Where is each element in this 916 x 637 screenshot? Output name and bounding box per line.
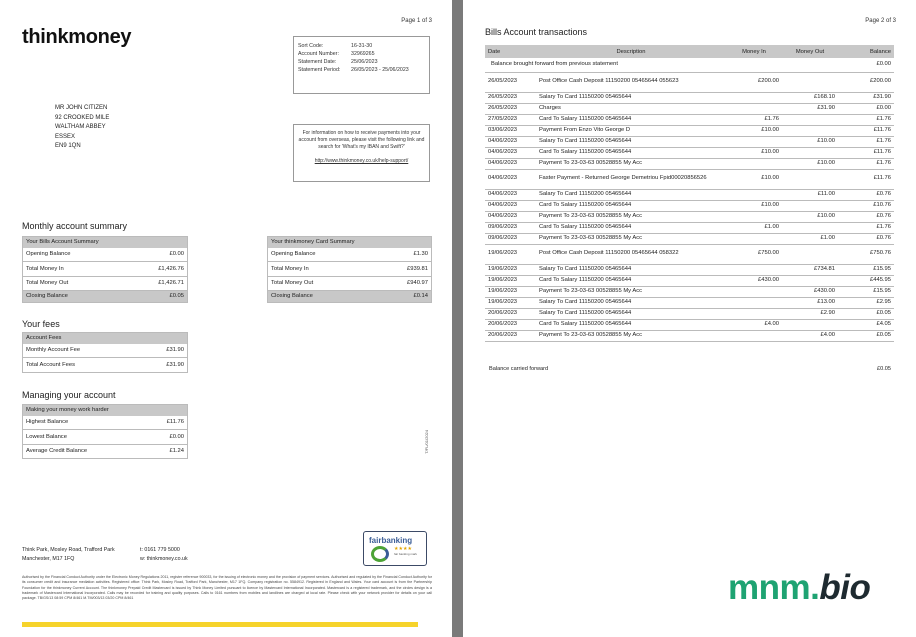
transaction-money-out: £1.00 (782, 233, 838, 244)
transaction-money-in (726, 136, 782, 147)
transaction-money-out: £31.90 (782, 103, 838, 114)
transaction-description: Salary To Card 11150200 05465644 (536, 92, 726, 103)
account-info-box (293, 36, 430, 94)
transactions-table (485, 45, 894, 342)
customer-address (55, 104, 109, 152)
transaction-row (485, 297, 894, 308)
transaction-money-in: £10.00 (726, 147, 782, 158)
account-info-value: 16-31-30 (351, 43, 373, 49)
transaction-money-out: £734.81 (782, 264, 838, 275)
table-row (23, 444, 188, 458)
transaction-date: 19/06/2023 (485, 244, 536, 264)
transaction-money-out: £430.00 (782, 286, 838, 297)
transaction-description: Charges (536, 103, 726, 114)
transaction-balance: £445.95 (838, 275, 894, 286)
transaction-description: Post Office Cash Deposit 11150200 05465644 058322 (536, 244, 726, 264)
transaction-row (485, 125, 894, 136)
closing-balance-label: Closing Balance (23, 290, 124, 302)
footer-contact-line: w: thinkmoney.co.uk (140, 556, 188, 562)
transaction-row (485, 275, 894, 286)
fairbanking-title: fairbanking (369, 536, 413, 545)
account-info-row (298, 42, 425, 50)
transaction-money-in (726, 158, 782, 169)
managing-table (22, 404, 188, 459)
transaction-money-in (726, 330, 782, 341)
mnm-bio-watermark: mnm.bio (728, 568, 871, 607)
transaction-money-in (726, 189, 782, 200)
account-info-label: Sort Code: (298, 43, 324, 49)
transaction-balance: £750.76 (838, 244, 894, 264)
transaction-row (485, 72, 894, 92)
transaction-balance: £0.05 (838, 330, 894, 341)
transaction-date: 19/06/2023 (485, 264, 536, 275)
transaction-description: Payment To 23-03-63 00528855 My Acc (536, 211, 726, 222)
row-label: Average Credit Balance (23, 444, 145, 458)
card-summary-table (267, 236, 432, 303)
transaction-date: 04/06/2023 (485, 200, 536, 211)
transaction-money-in (726, 92, 782, 103)
transaction-description: Payment To 23-03-63 00528855 My Acc (536, 330, 726, 341)
transaction-money-out (782, 200, 838, 211)
transaction-money-out (782, 319, 838, 330)
transaction-money-out: £168.10 (782, 92, 838, 103)
table-row (23, 248, 188, 262)
transaction-balance: £15.95 (838, 264, 894, 275)
table-header: Your Bills Account Summary (23, 237, 188, 248)
transaction-money-in: £1.76 (726, 114, 782, 125)
transaction-date: 19/06/2023 (485, 286, 536, 297)
transaction-balance: £0.76 (838, 211, 894, 222)
transaction-money-out (782, 169, 838, 189)
transaction-row (485, 169, 894, 189)
transaction-row (485, 233, 894, 244)
transaction-row (485, 92, 894, 103)
transaction-money-in: £4.00 (726, 319, 782, 330)
transaction-row (485, 158, 894, 169)
transaction-balance: £0.76 (838, 189, 894, 200)
transaction-money-out (782, 72, 838, 92)
transaction-money-in (726, 103, 782, 114)
transaction-date: 26/05/2023 (485, 92, 536, 103)
row-value: £11.76 (145, 416, 188, 430)
transaction-date: 03/06/2023 (485, 125, 536, 136)
transaction-balance: £1.76 (838, 158, 894, 169)
transaction-balance: £11.76 (838, 125, 894, 136)
help-support-link[interactable]: http://www.thinkmoney.co.uk/help-support/ (314, 158, 409, 164)
fairbanking-subtitle: fair banking mark (394, 552, 418, 556)
statement-page-1 (0, 0, 452, 637)
row-value: £31.90 (140, 358, 187, 372)
address-line: MR JOHN CITIZEN (55, 105, 108, 111)
row-label: Total Account Fees (23, 358, 141, 372)
row-label: Monthly Account Fee (23, 344, 141, 358)
row-value: £31.90 (140, 344, 187, 358)
transaction-row (485, 319, 894, 330)
row-value: £939.81 (374, 262, 431, 276)
footer-yellow-bar (22, 622, 418, 627)
closing-balance-value: £0.05 (124, 290, 188, 302)
header-description: Description (536, 45, 726, 58)
transaction-money-out: £10.00 (782, 136, 838, 147)
transaction-money-in: £430.00 (726, 275, 782, 286)
footer-address-line: Think Park, Mosley Road, Trafford Park (22, 547, 115, 553)
transaction-date: 19/06/2023 (485, 275, 536, 286)
row-label: Lowest Balance (23, 430, 145, 444)
transaction-balance: £1.76 (838, 114, 894, 125)
transaction-balance: £200.00 (838, 72, 894, 92)
transaction-description: Card To Salary 11150200 05465644 (536, 147, 726, 158)
transaction-balance: £0.05 (838, 308, 894, 319)
transaction-row (485, 200, 894, 211)
fees-title: Your fees (22, 319, 60, 329)
document-reference: T/FL/01/2024 (424, 430, 429, 454)
transaction-balance: £2.95 (838, 297, 894, 308)
fairbanking-mark (363, 531, 427, 566)
transaction-description: Card To Salary 11150200 05465644 (536, 200, 726, 211)
fairbanking-stars-icon: ★★★★ (394, 546, 412, 552)
transaction-money-out (782, 147, 838, 158)
transaction-money-in (726, 211, 782, 222)
managing-title: Managing your account (22, 390, 116, 400)
row-value: £1.30 (374, 248, 431, 262)
header-balance: Balance (838, 45, 894, 58)
row-value: £1.24 (145, 444, 188, 458)
closing-balance-row (23, 290, 188, 302)
table-header-row (23, 237, 188, 248)
transaction-row (485, 286, 894, 297)
transaction-row (485, 308, 894, 319)
row-label: Opening Balance (23, 248, 124, 262)
transaction-money-in: £10.00 (726, 125, 782, 136)
page-number: Page 1 of 3 (401, 18, 432, 24)
row-label: Total Money In (268, 262, 375, 276)
table-row (23, 358, 188, 372)
footer-contact (140, 546, 188, 564)
transactions-title: Bills Account transactions (485, 27, 588, 37)
transaction-date: 04/06/2023 (485, 169, 536, 189)
transaction-money-in: £10.00 (726, 200, 782, 211)
transaction-row (485, 211, 894, 222)
account-info-label: Statement Date: (298, 59, 337, 65)
fees-table (22, 332, 188, 373)
address-line: WALTHAM ABBEY (55, 124, 106, 131)
table-row (23, 430, 188, 444)
legal-text: Authorised by the Financial Conduct Authority under the Electronic Money Regulations 2011, register reference 900033, for the issuing of electronic money and the provision of payment services. Authorised and regulated by the Financial Conduct Authority for its consumer credit and insurance mediation activities. Registered office: Think Park, Mosley Road, Trafford Park, Manchester, M17 1FQ. Company registration no. 5584912. Registered in England and Wales. Your card account is from the Partnership Foundation for the thinkmoney Current Account. The thinkmoney Prepaid Credit Mastercard is issued by Think Money Limited pursuant to licence by Mastercard International Incorporated. Mastercard is a registered trademark, and the circles design is a trademark of Mastercard International Incorporated. Calls may be recorded for training and quality purposes. Calls to 0161 numbers from mobiles and landlines are charged at local rate. Please check with your network provider for details on your call package. TB/GS/13 08:59 CPM 8/461 M.TM/003/13 03/20 CPM 8/461 (22, 575, 432, 601)
transaction-balance: £1.76 (838, 136, 894, 147)
transaction-row (485, 114, 894, 125)
transaction-description: Card To Salary 11150200 05465644 (536, 114, 726, 125)
transaction-description: Salary To Card 11150200 05465644 (536, 189, 726, 200)
thinkmoney-logo: thinkmoney (22, 26, 132, 48)
transaction-money-in: £200.00 (726, 72, 782, 92)
transaction-date: 09/06/2023 (485, 222, 536, 233)
table-header: Making your money work harder (23, 405, 188, 416)
transaction-date: 20/06/2023 (485, 330, 536, 341)
table-row (268, 262, 432, 276)
transaction-money-out (782, 222, 838, 233)
table-row (23, 416, 188, 430)
closing-balance-value: £0.14 (374, 290, 431, 302)
table-row (268, 248, 432, 262)
transaction-row (485, 103, 894, 114)
address-line: EN9 1QN (55, 143, 81, 150)
transaction-money-out: £10.00 (782, 211, 838, 222)
transaction-description: Payment To 23-03-63 00528855 My Acc (536, 158, 726, 169)
row-value: £0.00 (124, 248, 188, 262)
transaction-row (485, 222, 894, 233)
row-value: £1,426.71 (124, 276, 188, 290)
account-info-value: 32969265 (351, 51, 375, 57)
table-header-row (23, 333, 188, 344)
transaction-date: 09/06/2023 (485, 233, 536, 244)
table-header: Your thinkmoney Card Summary (268, 237, 432, 248)
transactions-header-row (485, 45, 894, 58)
closing-balance-row (268, 290, 432, 302)
transaction-date: 19/06/2023 (485, 297, 536, 308)
table-row (23, 344, 188, 358)
transaction-balance: £11.76 (838, 147, 894, 158)
row-value: £0.00 (145, 430, 188, 444)
transaction-row (485, 244, 894, 264)
header-money-in: Money In (726, 45, 782, 58)
address-line: 92 CROOKED MILE (55, 114, 110, 121)
transaction-description: Card To Salary 11150200 05465644 (536, 222, 726, 233)
transaction-balance: £0.76 (838, 233, 894, 244)
statement-page-2 (463, 0, 916, 637)
transaction-money-out: £2.90 (782, 308, 838, 319)
transaction-description: Salary To Card 11150200 05465644 (536, 308, 726, 319)
account-info-row (298, 58, 425, 66)
brought-forward-label: Balance brought forward from previous statement (485, 58, 838, 72)
table-header: Account Fees (23, 333, 188, 344)
transaction-money-out: £4.00 (782, 330, 838, 341)
transaction-balance: £31.90 (838, 92, 894, 103)
account-info-label: Statement Period: (298, 67, 341, 73)
transaction-balance: £15.95 (838, 286, 894, 297)
account-info-value: 25/06/2023 (351, 59, 378, 65)
bills-summary-table (22, 236, 188, 303)
transaction-balance: £4.05 (838, 319, 894, 330)
transaction-description: Salary To Card 11150200 05465644 (536, 297, 726, 308)
transaction-row (485, 330, 894, 341)
table-row (23, 276, 188, 290)
international-payments-box (293, 124, 430, 182)
transaction-money-out: £10.00 (782, 158, 838, 169)
transaction-money-out (782, 244, 838, 264)
transaction-money-in (726, 308, 782, 319)
carried-forward-label: Balance carried forward (489, 366, 549, 372)
transaction-balance: £10.76 (838, 200, 894, 211)
transaction-money-out: £13.00 (782, 297, 838, 308)
row-label: Total Money Out (23, 276, 124, 290)
footer-address-line: Manchester, M17 1FQ (22, 556, 75, 562)
table-row (268, 276, 432, 290)
transaction-money-in (726, 264, 782, 275)
transaction-money-in: £1.00 (726, 222, 782, 233)
transaction-date: 20/06/2023 (485, 319, 536, 330)
account-info-row (298, 50, 425, 58)
transaction-date: 26/05/2023 (485, 103, 536, 114)
monthly-summary-title: Monthly account summary (22, 221, 128, 231)
brought-forward-balance: £0.00 (838, 58, 894, 72)
row-label: Total Money In (23, 262, 124, 276)
transaction-money-out (782, 275, 838, 286)
transaction-balance: £11.76 (838, 169, 894, 189)
transaction-money-in (726, 286, 782, 297)
closing-balance-label: Closing Balance (268, 290, 375, 302)
row-value: £940.97 (374, 276, 431, 290)
row-value: £1,426.76 (124, 262, 188, 276)
transaction-balance: £0.00 (838, 103, 894, 114)
transaction-date: 04/06/2023 (485, 147, 536, 158)
table-row (23, 262, 188, 276)
transaction-date: 04/06/2023 (485, 136, 536, 147)
transaction-row (485, 264, 894, 275)
transaction-date: 04/06/2023 (485, 211, 536, 222)
intl-info-text: For information on how to receive payments into your account from overseas, please visit the following link and search for 'What's my IBAN and Swift?' (298, 130, 425, 150)
account-info-value: 26/05/2023 - 25/06/2023 (351, 67, 409, 73)
transaction-date: 26/05/2023 (485, 72, 536, 92)
transaction-description: Card To Salary 11150200 05465644 (536, 319, 726, 330)
address-line: ESSEX (55, 133, 76, 140)
page-number: Page 2 of 3 (865, 18, 896, 24)
transaction-description: Payment To 23-03-63 00528855 My Acc (536, 286, 726, 297)
transaction-row (485, 147, 894, 158)
row-label: Opening Balance (268, 248, 375, 262)
transaction-description: Salary To Card 11150200 05465644 (536, 136, 726, 147)
transaction-description: Payment To 23-03-63 00528855 My Acc (536, 233, 726, 244)
header-date: Date (485, 45, 536, 58)
transaction-description: Post Office Cash Deposit 11150200 05465644 055623 (536, 72, 726, 92)
transaction-money-in (726, 233, 782, 244)
transaction-money-in: £750.00 (726, 244, 782, 264)
transaction-date: 27/05/2023 (485, 114, 536, 125)
carried-forward-balance: £0.05 (877, 366, 891, 372)
brought-forward-row (485, 58, 894, 72)
transaction-money-out (782, 125, 838, 136)
row-label: Total Money Out (268, 276, 375, 290)
transaction-money-out (782, 114, 838, 125)
footer-address (22, 546, 115, 564)
transaction-description: Card To Salary 11150200 05465644 (536, 275, 726, 286)
transaction-description: Faster Payment - Returned George Demetriou Fpid00020856526 (536, 169, 726, 189)
transaction-money-out: £11.00 (782, 189, 838, 200)
transaction-money-in: £10.00 (726, 169, 782, 189)
transaction-row (485, 189, 894, 200)
fairbanking-swirl-icon (371, 546, 389, 562)
transaction-date: 04/06/2023 (485, 158, 536, 169)
footer-contact-line: t: 0161 779 5000 (140, 547, 180, 553)
transaction-description: Salary To Card 11150200 05465644 (536, 264, 726, 275)
table-header-row (23, 405, 188, 416)
transaction-date: 20/06/2023 (485, 308, 536, 319)
transaction-row (485, 136, 894, 147)
transaction-description: Payment From Enzo Vito George D (536, 125, 726, 136)
table-header-row (268, 237, 432, 248)
transaction-money-in (726, 297, 782, 308)
row-label: Highest Balance (23, 416, 145, 430)
account-info-row (298, 66, 425, 74)
header-money-out: Money Out (782, 45, 838, 58)
transaction-balance: £1.76 (838, 222, 894, 233)
carried-forward-row (489, 366, 891, 372)
transaction-date: 04/06/2023 (485, 189, 536, 200)
account-info-label: Account Number: (298, 51, 339, 57)
